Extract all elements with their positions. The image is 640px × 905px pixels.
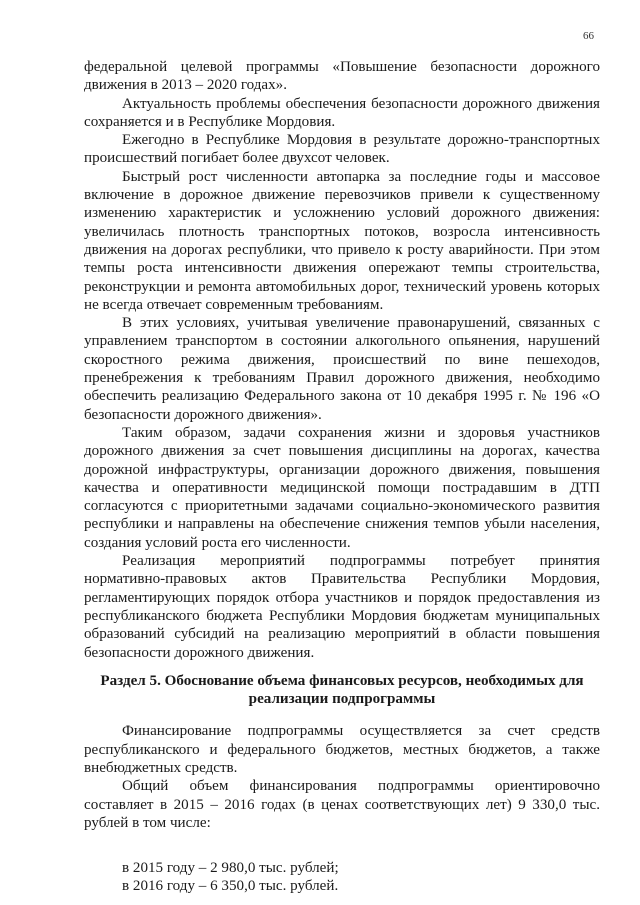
paragraph: Быстрый рост численности автопарка за последние годы и массовое включение в дорожное движение перевозчиков привели к существенному изменению характеристик и усложнению условий дорожного движения: увеличилась плотность транспортных потоков, возросла интенсивность движения на дорогах республики, что привело к росту аварийности. При этом темпы роста интенсивности движения опережают темпы строительства, реконструкции и ремонта автомобильных дорог, технический уровень которых не всегда отвечает современным требованиям.	[84, 168, 600, 313]
paragraph: Реализация мероприятий подпрограммы потребует принятия нормативно-правовых актов Правительства Республики Мордовия, регламентирующих порядок отбора участников и порядок предоставления из республиканского бюджета Республики Мордовия бюджетам муниципальных образований субсидий на реализацию мероприятий в области повышения безопасности дорожного движения.	[84, 553, 600, 661]
page-content	[84, 58, 600, 896]
paragraph: Общий объем финансирования подпрограммы ориентировочно составляет в 2015 – 2016 годах (в ценах соответствующих лет) 9 330,0 тыс. рублей в том числе:	[84, 778, 600, 831]
paragraph: Финансирование подпрограммы осуществляется за счет средств республиканского и федерального бюджетов, местных бюджетов, а также внебюджетных средств.	[84, 723, 600, 776]
paragraph: Актуальность проблемы обеспечения безопасности дорожного движения сохраняется и в Республике Мордовия.	[84, 95, 600, 130]
funding-list-item: в 2016 году – 6 350,0 тыс. рублей.	[122, 878, 339, 895]
page-number: 66	[583, 30, 594, 42]
funding-list-item: в 2015 году – 2 980,0 тыс. рублей;	[122, 860, 339, 877]
section-heading: Раздел 5. Обоснование объема финансовых ресурсов, необходимых для реализации подпрограммы	[100, 672, 584, 708]
paragraph: Ежегодно в Республике Мордовия в результате дорожно-транспортных происшествий погибает более двухсот человек.	[84, 132, 600, 167]
paragraph: федеральной целевой программы «Повышение безопасности дорожного движения в 2013 – 2020 годах».	[84, 59, 600, 94]
paragraph: Таким образом, задачи сохранения жизни и здоровья участников дорожного движения за счет повышения дисциплины на дорогах, качества дорожной инфраструктуры, организации дорожного движения, повышения качества и оперативности медицинской помощи пострадавшим в ДТП согласуются с приоритетными задачами социально-экономического развития республики и направлены на обеспечение снижения темпов убыли населения, создания условий роста его численности.	[84, 424, 600, 551]
paragraph: В этих условиях, учитывая увеличение правонарушений, связанных с управлением транспортом в состоянии алкогольного опьянения, нарушений скоростного режима движения, происшествий по вине пешеходов, пренебрежения к требованиям Правил дорожного движения, необходимо обеспечить реализацию Федерального закона от 10 декабря 1995 г. № 196 «О безопасности дорожного движения».	[84, 315, 600, 423]
funding-list	[84, 859, 600, 896]
